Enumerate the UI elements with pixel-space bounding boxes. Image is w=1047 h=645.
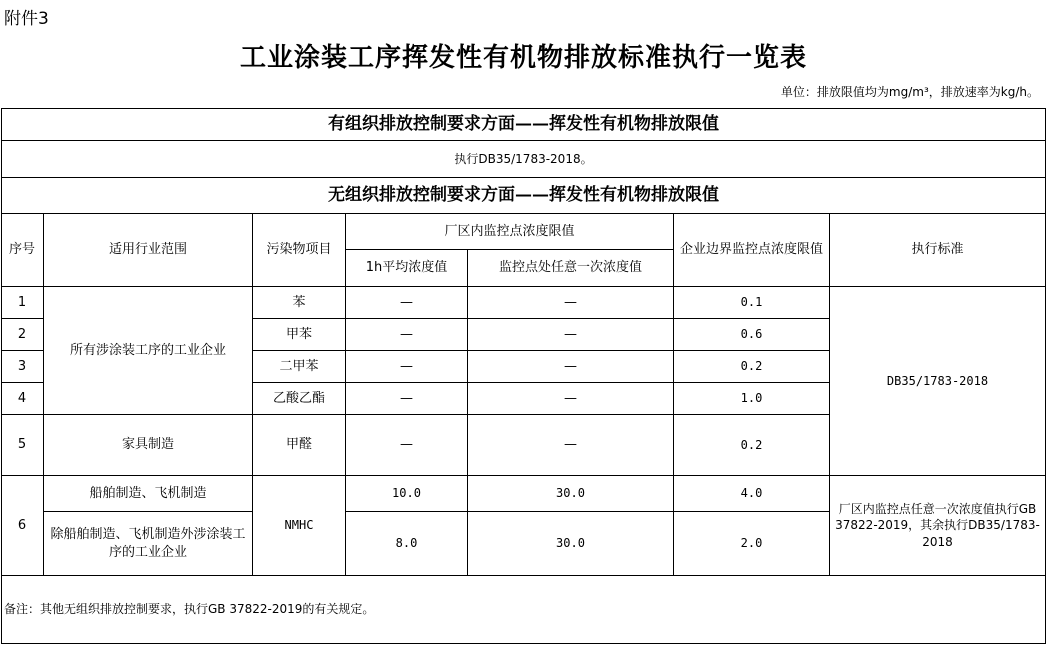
remark-note: 备注：其他无组织排放控制要求，执行GB 37822-2019的有关规定。 [4, 602, 375, 616]
table-cell-avg-1h: 8.0 [395, 536, 418, 551]
table-cell-boundary: 0.2 [740, 437, 763, 452]
unit-note: 单位：排放限值均为mg/m³，排放速率为kg/h。 [780, 85, 1039, 99]
table-cell-standard: 厂区内监控点任意一次浓度值执行GB 37822-2019，其余执行DB35/1783-2018 [835, 502, 1040, 549]
table-cell-pollutant: 甲苯 [285, 326, 312, 342]
header-boundary: 企业边界监控点浓度限值 [679, 242, 823, 258]
header-seq: 序号 [8, 242, 35, 258]
header-industry: 适用行业范围 [108, 242, 187, 258]
table-cell-pollutant: NMHC [284, 518, 314, 533]
table-cell-pollutant: 二甲苯 [279, 358, 319, 374]
table-cell-any-once: 30.0 [556, 536, 585, 551]
organized-text: 执行DB35/1783-2018。 [454, 151, 593, 166]
header-plant-group: 厂区内监控点浓度限值 [444, 223, 575, 239]
table-cell-boundary: 0.2 [740, 359, 763, 374]
table-cell-industry: 家具制造 [121, 437, 174, 453]
table-cell-avg-1h: 10.0 [392, 486, 421, 501]
page-title: 工业涂装工序挥发性有机物排放标准执行一览表 [239, 43, 807, 73]
table-cell-seq: 4 [17, 390, 27, 406]
table-cell-any-once: — [564, 326, 577, 342]
table-cell-industry: 船舶制造、飞机制造 [89, 485, 207, 501]
header-standard: 执行标准 [911, 242, 964, 258]
table-cell-avg-1h: — [400, 294, 413, 310]
table-cell-avg-1h: — [400, 390, 413, 406]
header-avg-1h: 1h平均浓度值 [365, 260, 448, 276]
table-cell-seq: 2 [17, 326, 27, 342]
table-cell-boundary: 4.0 [740, 486, 763, 501]
unorganized-heading: 无组织排放控制要求方面——挥发性有机物排放限值 [328, 185, 719, 206]
table-cell-pollutant: 甲醛 [285, 437, 312, 453]
table-divider [1, 575, 1046, 576]
table-cell-any-once: — [564, 390, 577, 406]
table-cell-boundary: 1.0 [740, 391, 763, 406]
table-cell-boundary: 2.0 [740, 536, 763, 551]
table-cell-industry: 除船舶制造、飞机制造外涉涂装工序的工业企业 [50, 526, 246, 560]
table-cell-avg-1h: — [400, 358, 413, 374]
table-cell-standard: DB35/1783-2018 [886, 373, 989, 388]
attachment-label: 附件3 [4, 9, 49, 29]
organized-heading: 有组织排放控制要求方面——挥发性有机物排放限值 [328, 114, 719, 135]
table-cell-seq: 6 [17, 517, 27, 533]
header-pollutant: 污染物项目 [266, 242, 332, 258]
table-cell-avg-1h: — [400, 437, 413, 453]
table-cell-boundary: 0.1 [740, 295, 763, 310]
table-cell-any-once: 30.0 [556, 486, 585, 501]
table-cell-pollutant: 苯 [292, 294, 306, 310]
table-cell-boundary: 0.6 [740, 327, 763, 342]
table-cell-seq: 3 [17, 358, 27, 374]
table-cell-industry: 所有涉涂装工序的工业企业 [69, 342, 226, 358]
table-cell-any-once: — [564, 358, 577, 374]
table-cell-seq: 5 [17, 437, 27, 453]
table-cell-seq: 1 [17, 294, 27, 310]
table-cell-pollutant: 乙酸乙酯 [272, 390, 325, 406]
table-cell-any-once: — [564, 437, 577, 453]
table-cell-any-once: — [564, 294, 577, 310]
header-any-once: 监控点处任意一次浓度值 [498, 260, 642, 276]
table-cell-avg-1h: — [400, 326, 413, 342]
